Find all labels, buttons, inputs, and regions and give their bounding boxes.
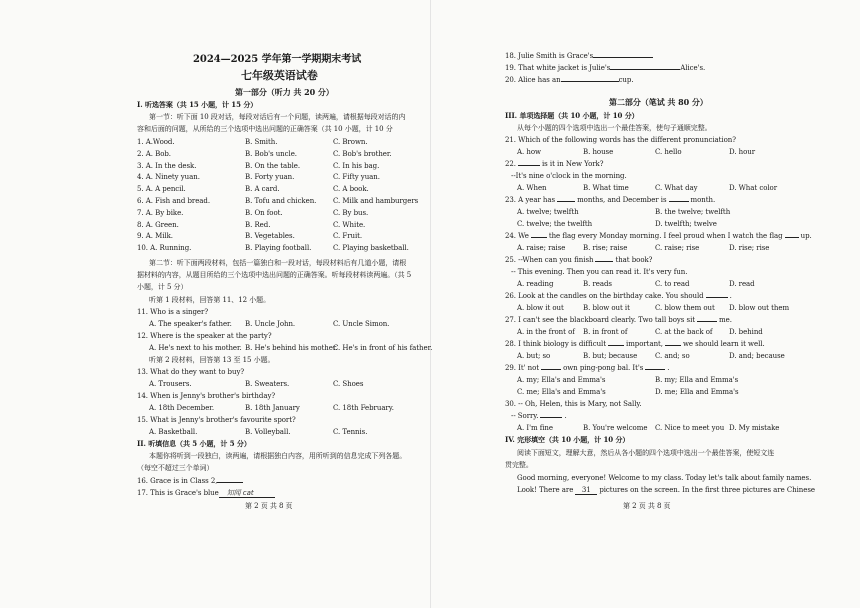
- q10-option-b: B. Playing football.: [245, 244, 312, 253]
- q25-blank[interactable]: [595, 261, 613, 262]
- q12-a: A. He's next to his mother.: [149, 344, 242, 352]
- q4-option-b: B. Forty yuan.: [245, 173, 295, 182]
- q6-option-b: B. Tofu and chicken.: [245, 197, 317, 205]
- section1-instr-line2: 容和后面的问题，从所给的三个选项中选出问题的正确答案（共 10 小题，计 10 分: [137, 125, 393, 133]
- q24-d: D. rise; rise: [729, 244, 770, 252]
- q30-d: D. My mistake: [729, 424, 780, 432]
- section2-instr-line1: 本题你将听到一段独白，读两遍，请根据独白内容，用所听到的信息完成下列各题。: [149, 452, 407, 460]
- q25-d: D. read: [729, 280, 755, 288]
- q9-option-b: B. Vegetables.: [245, 232, 295, 241]
- q29-d: D. me; Ella and Emma's: [655, 388, 739, 396]
- q12: 12. Where is the speaker at the party?: [137, 332, 272, 340]
- q25-a: A. reading: [517, 280, 554, 288]
- q22-d: D. What color: [729, 184, 778, 192]
- section1-ii-line2: 据材料的内容，从题目所给的三个选项中选出问题的正确答案。听每段材料读两遍。（共 5: [137, 271, 412, 279]
- q14-b: B. 18th January: [245, 404, 300, 412]
- q29-text-b: own ping-pong bal. It's: [563, 364, 644, 372]
- q25-reply: -- This evening. Then you can read it. It's very fun.: [511, 268, 688, 276]
- q14-c: C. 18th February.: [333, 404, 394, 412]
- q24-blank1[interactable]: [531, 237, 547, 238]
- q19: [505, 64, 705, 72]
- right-page-footer: 第 2 页 共 8 页: [623, 502, 671, 510]
- q3-option-b: B. On the table.: [245, 161, 301, 170]
- q1-option-b: B. Smith.: [245, 138, 278, 146]
- q26-text-b: .: [729, 292, 732, 300]
- q13-a: A. Trousers.: [149, 380, 192, 388]
- part1-heading: 第一部分（听力 共 20 分）: [235, 87, 334, 97]
- q26: [505, 292, 732, 300]
- q5-option-a: 5. A. A pencil.: [137, 185, 186, 194]
- q23-a: A. twelve; twelfth: [517, 208, 579, 216]
- passage-line2-a: Look! There are: [517, 486, 574, 494]
- q20-text-b: cup.: [618, 76, 634, 84]
- q23-blank1[interactable]: [557, 201, 575, 202]
- q16-blank[interactable]: [217, 482, 243, 483]
- q11-a: A. The speaker's father.: [149, 320, 232, 328]
- q23-text-c: month.: [690, 196, 716, 204]
- q27-c: C. at the back of: [655, 328, 713, 336]
- q30-c: C. Nice to meet you: [655, 424, 725, 432]
- q14-a: A. 18th December.: [149, 404, 214, 412]
- q27-text-b: me.: [719, 316, 732, 324]
- section4-instr-line2: 贯完整。: [505, 461, 533, 469]
- q2-option-c: C. Bob's brother.: [333, 149, 392, 158]
- q30-reply-end: .: [564, 412, 567, 420]
- q25-text-a: 25. --When can you finish: [505, 256, 594, 264]
- q13-c: C. Shoes: [333, 380, 364, 388]
- q29-text-a: 29. It' not: [505, 364, 540, 372]
- q23-b: B. the twelve; twelfth: [655, 208, 731, 216]
- q17: [137, 489, 275, 498]
- q29-blank2[interactable]: [645, 369, 665, 370]
- q12-b: B. He's behind his mother.: [245, 344, 338, 352]
- q18-text: 18. Julie Smith is Grace's: [505, 52, 594, 60]
- q23-text-b: months, and December is: [577, 196, 667, 204]
- q14: 14. When is Jenny's brother's birthday?: [137, 392, 276, 400]
- q5-option-b: B. A card.: [245, 185, 280, 194]
- q16-text: 16. Grace is in Class 2,: [137, 477, 218, 485]
- q23: [505, 196, 715, 204]
- q22-text: is it in New York?: [541, 160, 604, 168]
- q19-text-b: Alice's.: [680, 64, 706, 72]
- q28-c: C. and; so: [655, 352, 690, 360]
- q23-c: C. twelve; the twelfth: [517, 220, 593, 228]
- q28-b: B. but; because: [583, 352, 638, 360]
- q26-text-a: 26. Look at the candles on the birthday cake. You should: [505, 292, 704, 300]
- section4-heading: IV. 完形填空（共 10 小题，计 10 分）: [505, 435, 630, 444]
- q22-c: C. What day: [655, 184, 698, 192]
- q27-blank[interactable]: [697, 321, 717, 322]
- q24-text-b: the flag every Monday morning. I feel proud when I watch the flag: [548, 232, 783, 240]
- section4-instr-line1: 阅读下面短文，理解大意，然后从各小题的四个选项中选出一个最佳答案，使短文连: [517, 449, 775, 457]
- q22-reply: --It's nine o'clock in the morning.: [511, 172, 627, 180]
- q20-text-a: 20. Alice has an: [505, 76, 561, 84]
- q2-option-a: 2. A. Bob.: [137, 149, 171, 158]
- q15-b: B. Volleyball.: [245, 428, 291, 436]
- q21: 21. Which of the following words has the different pronunciation?: [505, 136, 736, 144]
- q11-b: B. Uncle John.: [245, 320, 296, 328]
- q28-text-a: 28. I think biology is difficult: [505, 340, 607, 348]
- q27-b: B. in front of: [583, 328, 628, 336]
- q8-option-a: 8. A. Green.: [137, 220, 179, 229]
- q6-option-a: 6. A. Fish and bread.: [137, 197, 211, 205]
- section3-instr: 从每个小题的四个选项中选出一个最佳答案，使句子通顺完整。: [517, 124, 712, 132]
- section2-heading: II. 听填信息（共 5 小题，计 5 分）: [137, 439, 251, 448]
- section1-instr-line1: 第一节：听下面 10 段对话，每段对话后有一个问题，读两遍，请根据每段对话的内: [149, 113, 406, 121]
- q8-option-b: B. Red.: [245, 220, 271, 229]
- q26-b: B. blow out it: [583, 304, 630, 312]
- q27: [505, 316, 732, 324]
- q26-c: C. blow them out: [655, 304, 715, 312]
- q4-option-c: C. Fifty yuan.: [333, 173, 380, 182]
- left-page-footer: 第 2 页 共 8 页: [245, 502, 293, 510]
- q18: [505, 52, 653, 60]
- q23-text-a: 23. A year has: [505, 196, 556, 204]
- q4-option-a: 4. A. Ninety yuan.: [137, 173, 200, 182]
- q5-option-c: C. A book.: [333, 185, 369, 194]
- section1-ii-line3: 小题，计 5 分）: [137, 283, 188, 291]
- q1-option-c: C. Brown.: [333, 138, 368, 146]
- q25-text-b: that book?: [615, 256, 653, 264]
- q6-option-c: C. Milk and hamburgers: [333, 197, 419, 205]
- q15: 15. What is Jenny's brother's favourite sport?: [137, 416, 296, 424]
- q27-text-a: 27. I can't see the blackboard clearly. Two tall boys sit: [505, 316, 696, 324]
- q30-reply: [511, 412, 567, 420]
- q3-option-c: C. In his bag.: [333, 161, 380, 170]
- q7-option-a: 7. A. By bike.: [137, 208, 184, 217]
- q24-c: C. raise; rise: [655, 244, 700, 252]
- q29: [505, 364, 669, 372]
- q29-a: A. my; Ella's and Emma's: [517, 376, 606, 384]
- q19-blank[interactable]: [610, 69, 680, 70]
- q10-option-a: 10. A. Running.: [137, 244, 192, 253]
- q7-option-b: B. On foot.: [245, 208, 283, 217]
- q25: [505, 256, 652, 264]
- q13: 13. What do they want to buy?: [137, 368, 245, 376]
- q16: [137, 477, 243, 485]
- q26-blank[interactable]: [706, 297, 728, 298]
- material1-note: 听第 1 段材料，回答第 11、12 小题。: [149, 296, 271, 304]
- q7-option-c: C. By bus.: [333, 208, 369, 217]
- q28-blank2[interactable]: [665, 345, 681, 346]
- q21-d: D. hour: [729, 148, 756, 156]
- q30-blank[interactable]: [540, 417, 562, 418]
- q28-blank1[interactable]: [608, 345, 624, 346]
- q23-d: D. twelfth; twelve: [655, 220, 717, 228]
- q11-c: C. Uncle Simon.: [333, 320, 390, 328]
- q19-text-a: 19. That white jacket is Julie's: [505, 64, 611, 72]
- q25-b: B. reads: [583, 280, 612, 288]
- section2-instr-line2: （每空不超过三个单词）: [137, 464, 214, 472]
- q1-option-a: 1. A.Wood.: [137, 138, 175, 146]
- q15-c: C. Tennis.: [333, 428, 368, 436]
- q29-c: C. me; Ella's and Emma's: [517, 388, 606, 396]
- q24-text-a: 24. We: [505, 232, 529, 240]
- part2-heading: 第二部分（笔试 共 80 分）: [609, 97, 708, 107]
- q25-c: C. to read: [655, 280, 690, 288]
- q23-blank2[interactable]: [669, 201, 689, 202]
- q26-a: A. blow it out: [517, 304, 564, 312]
- q28-d: D. and; because: [729, 352, 785, 360]
- page-fold: [430, 0, 431, 608]
- q8-option-c: C. White.: [333, 220, 366, 229]
- q27-a: A. in the front of: [517, 328, 575, 336]
- q28-text-b: important,: [626, 340, 663, 348]
- q21-a: A. how: [517, 148, 541, 156]
- q11: 11. Who is a singer?: [137, 308, 209, 316]
- q22: [505, 160, 603, 168]
- q24-text-c: up.: [800, 232, 812, 240]
- q9-option-c: C. Fruit.: [333, 232, 363, 241]
- q24-a: A. raise; raise: [517, 244, 566, 252]
- q28: [505, 340, 765, 348]
- q15-a: A. Basketball.: [149, 428, 198, 436]
- q12-c: C. He's in front of his father.: [333, 344, 433, 352]
- q30-b: B. You're welcome: [583, 424, 648, 432]
- q20-blank[interactable]: [561, 81, 619, 82]
- q26-d: D. blow out them: [729, 304, 790, 312]
- q18-blank[interactable]: [593, 57, 653, 58]
- q30: 30. -- Oh, Helen, this is Mary, not Sally.: [505, 400, 642, 408]
- q22-num: 22.: [505, 160, 516, 168]
- q2-option-b: B. Bob's uncle.: [245, 149, 297, 158]
- q22-blank[interactable]: [518, 165, 540, 166]
- q3-option-a: 3. A. In the desk.: [137, 161, 197, 170]
- q21-c: C. hello: [655, 148, 682, 156]
- q24: [505, 232, 812, 240]
- q17-handwritten-answer[interactable]: 知闻 cat: [219, 489, 275, 498]
- q27-d: D. behind: [729, 328, 763, 336]
- exam-title: 2024—2025 学年第一学期期末考试: [193, 54, 362, 65]
- section3-heading: III. 单项选择题（共 10 小题，计 10 分）: [505, 111, 639, 120]
- q21-b: B. house: [583, 148, 614, 156]
- passage-line2-b: pictures on the screen. In the first three pictures are Chinese: [599, 486, 815, 494]
- q29-blank1[interactable]: [541, 369, 561, 370]
- passage-line1: Good morning, everyone! Welcome to my class. Today let's talk about family names.: [517, 474, 812, 482]
- q22-a: A. When: [517, 184, 547, 192]
- q9-option-a: 9. A. Milk.: [137, 232, 173, 241]
- passage-line2: [517, 486, 815, 495]
- section1-heading: I. 听选答案（共 15 小题，计 15 分）: [137, 100, 258, 109]
- q24-blank2[interactable]: [785, 237, 799, 238]
- q24-b: B. rise; raise: [583, 244, 628, 252]
- exam-subtitle: 七年级英语试卷: [241, 69, 318, 82]
- material2-note: 听第 2 段材料，回答第 13 至 15 小题。: [149, 356, 275, 364]
- q28-text-c: we should learn it well.: [682, 340, 765, 348]
- q29-b: B. my; Ella and Emma's: [655, 376, 739, 384]
- q20: [505, 76, 634, 84]
- q28-a: A. but; so: [517, 352, 551, 360]
- q30-reply-text: -- Sorry.: [511, 412, 539, 420]
- blank-31[interactable]: 31: [575, 486, 597, 495]
- section1-ii-line1: 第二节：听下面两段材料，包括一篇独白和一段对话，每段材料后有几道小题，请根: [149, 259, 407, 267]
- q30-a: A. I'm fine: [517, 424, 553, 432]
- q22-b: B. What time: [583, 184, 629, 192]
- q10-option-c: C. Playing basketball.: [333, 244, 409, 253]
- q17-text: 17. This is Grace's blue: [137, 489, 219, 497]
- q13-b: B. Sweaters.: [245, 380, 290, 388]
- q29-text-c: .: [667, 364, 670, 372]
